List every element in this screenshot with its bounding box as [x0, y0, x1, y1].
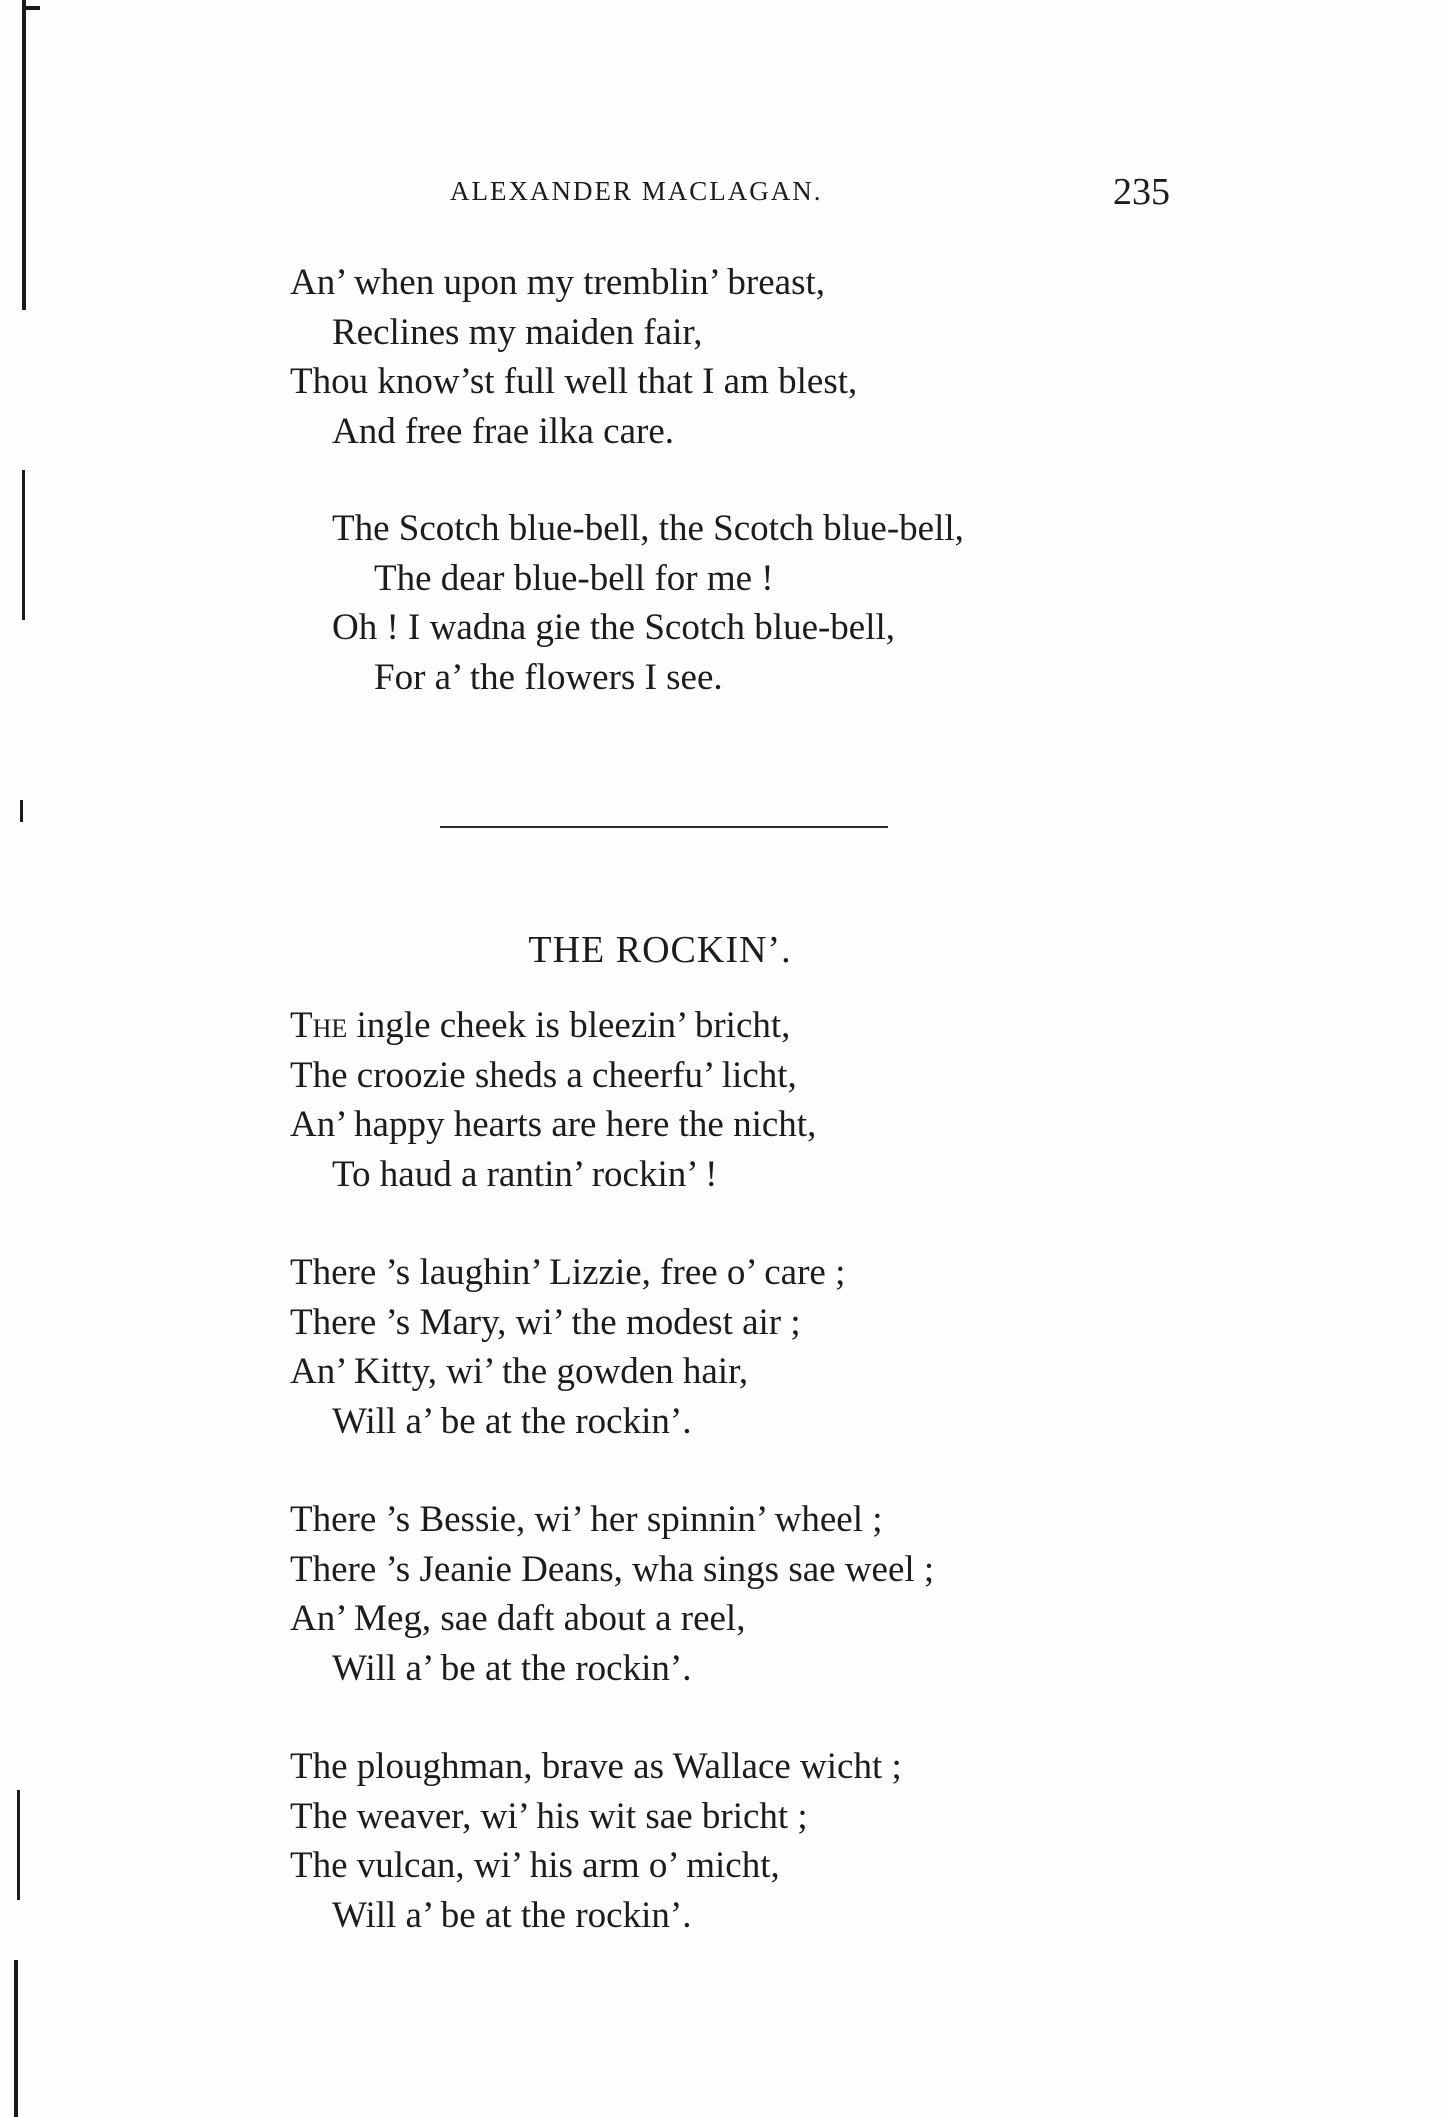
- section-divider: [440, 826, 888, 828]
- margin-mark: [22, 6, 40, 10]
- stanza: [290, 1001, 1190, 1199]
- page-header: [290, 170, 1170, 220]
- verse-line: There ’s Jeanie Deans, wha sings sae weel ;: [290, 1548, 935, 1590]
- verse-line: And free frae ilka care.: [332, 410, 675, 452]
- verse-line: [290, 1001, 1190, 1051]
- verse-line: The dear blue-bell for me !: [374, 557, 774, 599]
- verse-line: The Scotch blue-bell, the Scotch blue-bell,: [332, 508, 964, 549]
- stanza: [290, 1742, 1190, 1940]
- margin-mark: [14, 1960, 18, 2117]
- verse-line: The croozie sheds a cheerfu’ licht,: [290, 1054, 797, 1096]
- verse-line: An’ when upon my tremblin’ breast,: [290, 262, 826, 303]
- poem-title: THE ROCKIN’.: [528, 929, 792, 971]
- verse-line: Oh ! I wadna gie the Scotch blue-bell,: [332, 607, 896, 648]
- verse-line: Will a’ be at the rockin’.: [332, 1647, 692, 1689]
- stanza: [290, 1495, 1190, 1693]
- margin-mark: [17, 1790, 20, 1900]
- running-head: ALEXANDER MACLAGAN.: [450, 176, 823, 206]
- margin-mark: [22, 470, 25, 620]
- first-word: The: [290, 1005, 348, 1046]
- verse-line: Will a’ be at the rockin’.: [332, 1894, 692, 1936]
- verse-line: Reclines my maiden fair,: [332, 311, 703, 353]
- stanza: [290, 1248, 1190, 1446]
- verse-line-rest: ingle cheek is bleezin’ bricht,: [347, 1005, 791, 1046]
- verse-line: Thou know’st full well that I am blest,: [290, 361, 858, 402]
- verse-line: An’ Meg, sae daft about a reel,: [290, 1598, 746, 1639]
- verse-line: The weaver, wi’ his wit sae bricht ;: [290, 1795, 808, 1837]
- verse-line: To haud a rantin’ rockin’ !: [332, 1153, 718, 1195]
- chorus: [290, 504, 1190, 702]
- verse-line: The vulcan, wi’ his arm o’ micht,: [290, 1845, 780, 1886]
- verse-line: For a’ the flowers I see.: [374, 656, 723, 698]
- verse-line: There ’s Bessie, wi’ her spinnin’ wheel ;: [290, 1499, 883, 1540]
- verse-line: An’ happy hearts are here the nicht,: [290, 1104, 817, 1145]
- stanza: [290, 258, 1190, 456]
- page-number: 235: [1113, 171, 1170, 213]
- verse-line: Will a’ be at the rockin’.: [332, 1400, 692, 1442]
- verse-line: There ’s Mary, wi’ the modest air ;: [290, 1301, 801, 1343]
- verse-line: An’ Kitty, wi’ the gowden hair,: [290, 1351, 749, 1392]
- verse-line: There ’s laughin’ Lizzie, free o’ care ;: [290, 1252, 846, 1293]
- margin-mark: [22, 0, 26, 310]
- margin-mark: [20, 800, 23, 822]
- verse-line: The ploughman, brave as Wallace wicht ;: [290, 1746, 902, 1787]
